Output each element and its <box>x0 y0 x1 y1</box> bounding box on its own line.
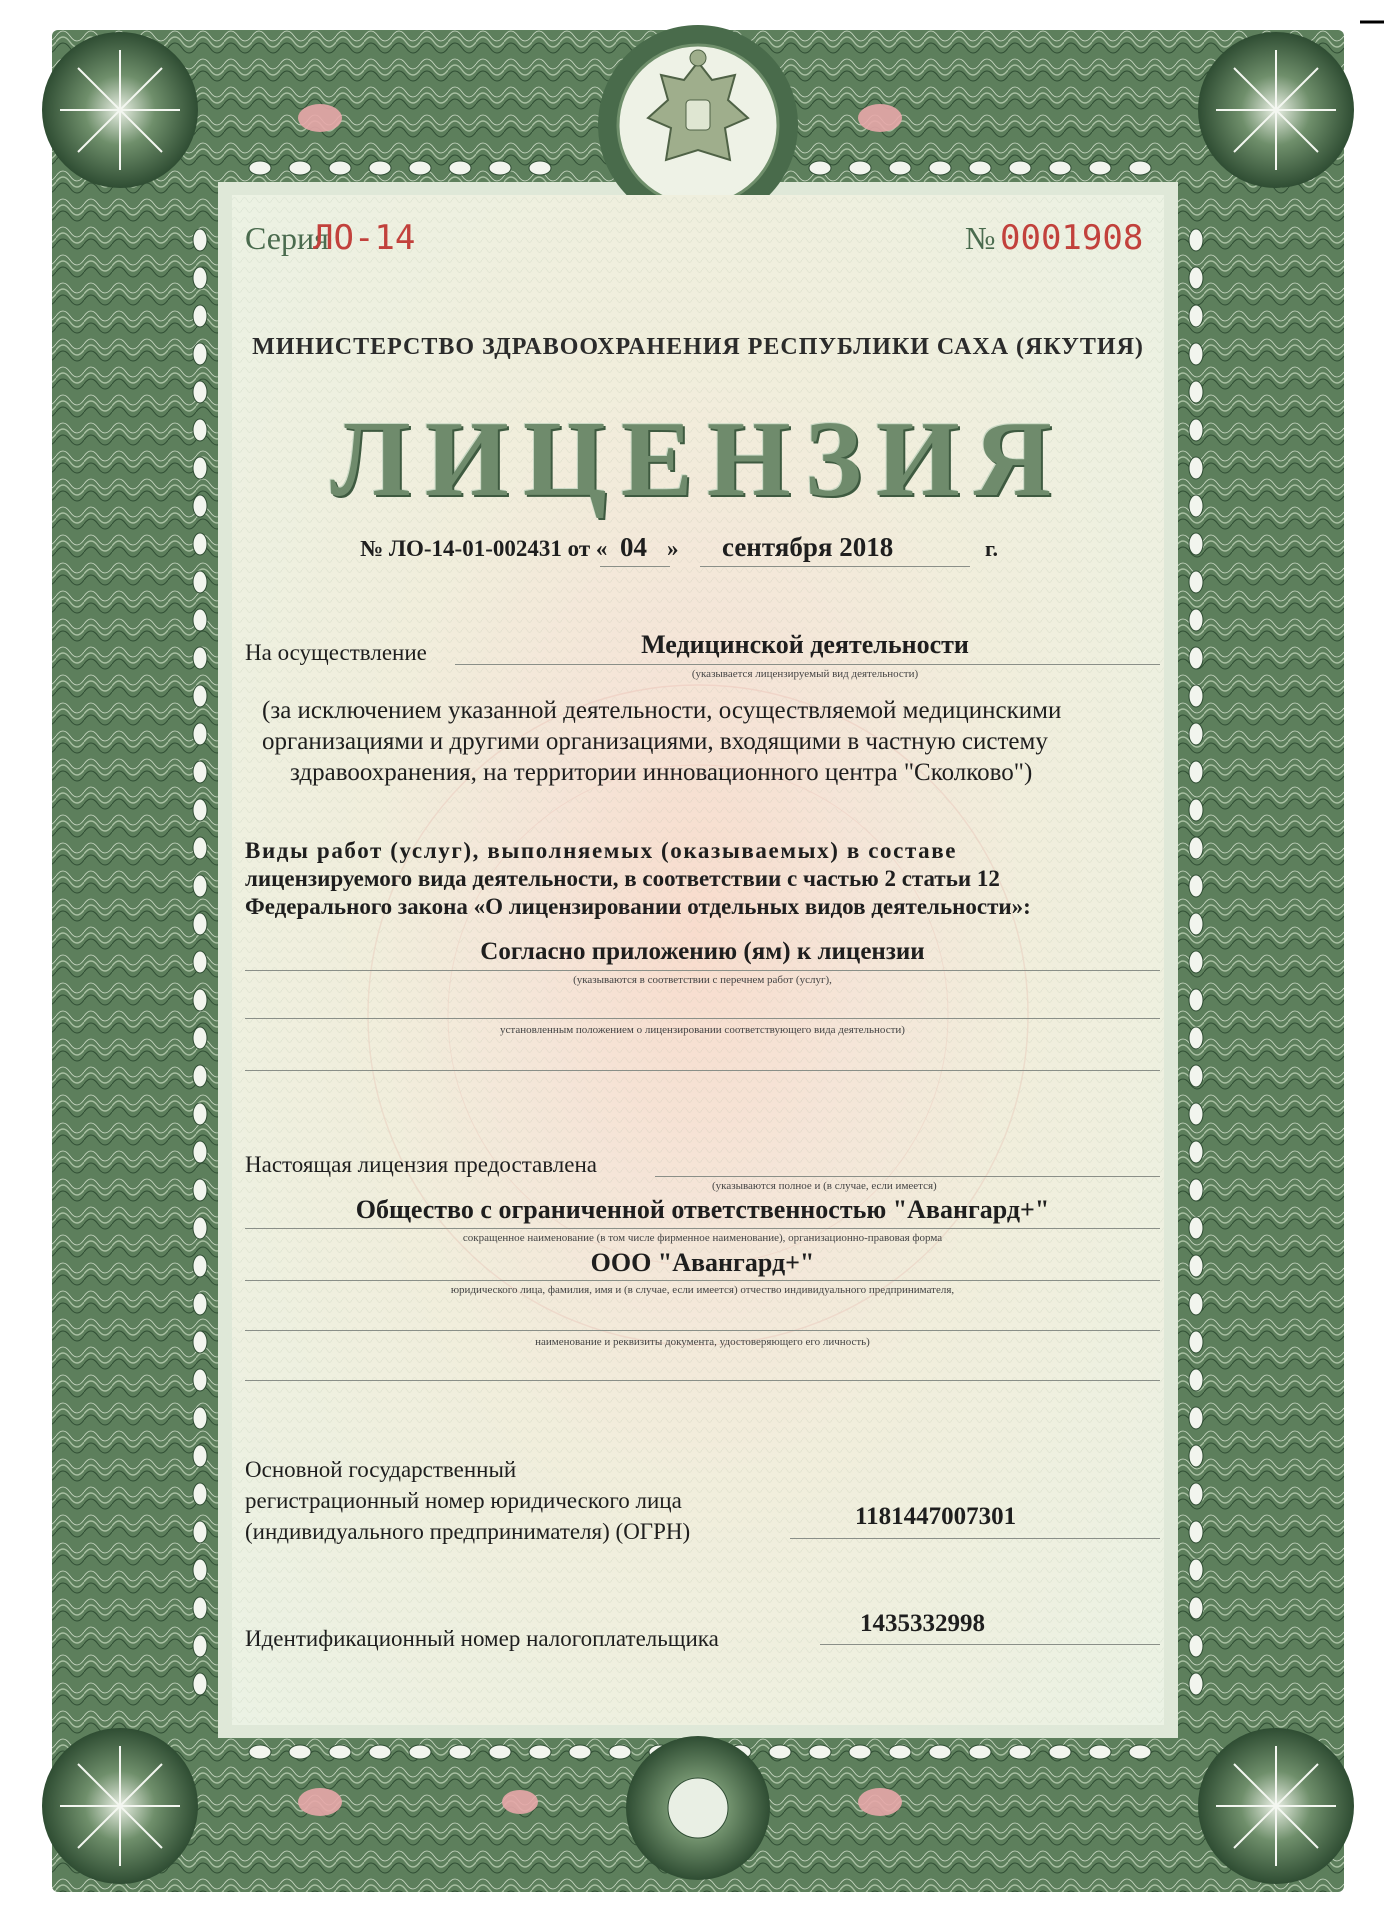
works-value: Согласно приложению (ям) к лицензии <box>480 938 925 965</box>
works-hint-1: (указываются в соответствии с перечнем работ (услуг), <box>573 974 832 986</box>
holder-label: Настоящая лицензия предоставлена <box>245 1152 597 1177</box>
holder-hint-3: юридического лица, фамилия, имя и (в случае, если имеется) отчество индивидуального предпринимателя, <box>450 1284 955 1296</box>
holder-underline-4 <box>245 1330 1160 1331</box>
exclusion-line-2: организациями и другими организациями, входящими в частную систему <box>262 728 1048 755</box>
bottom-rosette-icon <box>626 1736 770 1880</box>
activity-underline <box>455 664 1160 665</box>
ogrn-label-line-2: регистрационный номер юридического лица <box>245 1488 682 1513</box>
license-month-year: сентября 2018 <box>722 532 894 562</box>
activity-label: На осуществление <box>245 640 427 665</box>
activity-value: Медицинской деятельности <box>641 630 969 659</box>
holder-underline-5 <box>245 1380 1160 1381</box>
works-line-3: Федерального закона «О лицензировании отдельных видов деятельности»: <box>245 894 1031 919</box>
works-underline <box>245 970 1160 971</box>
inn-underline <box>820 1644 1160 1645</box>
number-sign: № <box>965 220 996 256</box>
holder-hint-2: сокращенное наименование (в том числе фирменное наименование), организационно-правовая форма <box>462 1232 943 1244</box>
document-title: ЛИЦЕНЗИЯ <box>330 400 1066 519</box>
ogrn-label-line-3: (индивидуального предпринимателя) (ОГРН) <box>245 1519 691 1544</box>
license-day: 04 <box>620 532 647 562</box>
holder-hint-1: (указываются полное и (в случае, если имеется) <box>712 1180 937 1192</box>
exclusion-line-1: (за исключением указанной деятельности, осуществляемой медицинскими <box>262 697 1062 724</box>
works-line-2: лицензируемого вида деятельности, в соответствии с частью 2 статьи 12 <box>245 866 1000 891</box>
works-underline-3 <box>245 1070 1160 1071</box>
holder-full-name: Общество с ограниченной ответственностью "Авангард+" <box>355 1195 1050 1224</box>
inn-label: Идентификационный номер налогоплательщика <box>245 1626 719 1651</box>
works-hint-2: установленным положением о лицензировании соответствующего вида деятельности) <box>500 1024 905 1036</box>
license-number-prefix: № ЛО-14-01-002431 от « <box>360 536 608 561</box>
full-name-underline <box>245 1228 1160 1229</box>
exclusion-line-3: здравоохранения, на территории инновационного центра "Сколково") <box>290 759 1033 786</box>
date-underline <box>700 566 970 567</box>
works-line-1: Виды работ (услуг), выполняемых (оказываемых) в составе <box>245 838 958 863</box>
license-quote-close: » <box>667 536 679 561</box>
issuing-authority: МИНИСТЕРСТВО ЗДРАВООХРАНЕНИЯ РЕСПУБЛИКИ САХА (ЯКУТИЯ) <box>252 334 1144 360</box>
holder-short-name: ООО "Авангард+" <box>590 1248 815 1277</box>
holder-hint-4: наименование и реквизиты документа, удостоверяющего его личность) <box>535 1336 870 1348</box>
ogrn-value: 1181447007301 <box>855 1503 1017 1530</box>
activity-hint: (указывается лицензируемый вид деятельности) <box>691 668 919 680</box>
ogrn-underline <box>790 1538 1160 1539</box>
serial-number: 0001908 <box>1000 218 1144 258</box>
short-name-underline <box>245 1280 1160 1281</box>
inn-value: 1435332998 <box>860 1610 985 1637</box>
license-year-suffix: г. <box>985 536 999 561</box>
works-underline-2 <box>245 1018 1160 1019</box>
holder-underline <box>655 1176 1160 1177</box>
series-label: Серия <box>245 220 329 256</box>
ogrn-label-line-1: Основной государственный <box>245 1457 517 1482</box>
series-value: ЛО-14 <box>313 218 416 258</box>
day-underline <box>600 566 670 567</box>
